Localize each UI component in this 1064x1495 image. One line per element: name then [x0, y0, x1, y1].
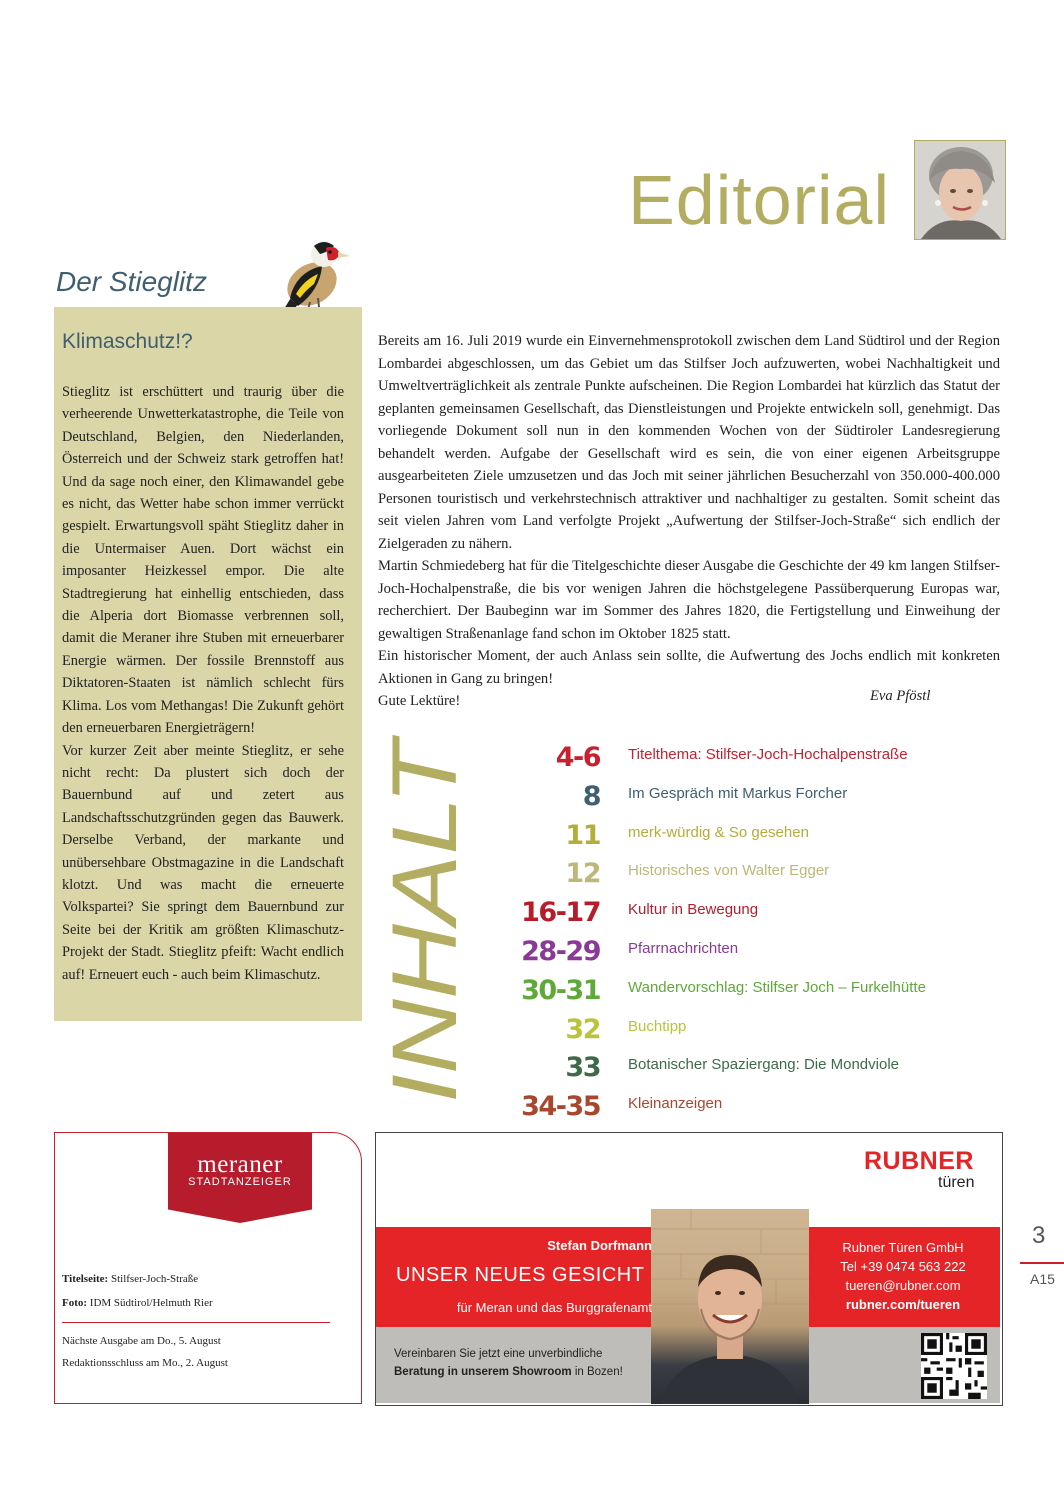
inhalt-label — [374, 740, 476, 1105]
toc-entry[interactable] — [490, 1089, 1010, 1128]
toc-entry[interactable] — [490, 1012, 1010, 1051]
ad-website[interactable]: rubner.com/tueren — [845, 1297, 961, 1312]
toc-pages: 32 — [565, 1013, 600, 1045]
ad-company: Rubner Türen GmbH — [842, 1240, 964, 1255]
toc-title: Kleinanzeigen — [628, 1095, 723, 1113]
toc-title: Botanischer Spaziergang: Die Mondviole — [628, 1056, 899, 1074]
ad-headline: UNSER NEUES GESICHT — [396, 1264, 645, 1286]
impressum-divider — [62, 1322, 330, 1323]
toc-pages: 28-29 — [521, 935, 600, 967]
page-code: A15 — [1030, 1271, 1055, 1287]
toc-pages: 34-35 — [521, 1091, 600, 1123]
toc-pages: 4-6 — [555, 742, 600, 773]
photo-credit — [62, 1297, 213, 1309]
rubner-logo: RUBNER — [864, 1147, 974, 1175]
page-number-rule — [1020, 1262, 1064, 1264]
ad-cta-line2 — [394, 1366, 623, 1378]
toc-title: Historisches von Walter Egger — [628, 862, 830, 880]
toc-entry[interactable] — [490, 973, 1010, 1012]
toc-pages: 30-31 — [521, 974, 600, 1006]
author-portrait — [914, 140, 1006, 240]
meraner-logo-subtitle: STADTANZEIGER — [188, 1176, 292, 1188]
toc-entry[interactable] — [490, 779, 1010, 818]
person-photo — [651, 1209, 809, 1404]
toc-pages: 16-17 — [521, 897, 600, 929]
toc-pages: 33 — [565, 1052, 600, 1084]
cover-label: Titelseite: — [62, 1273, 109, 1285]
editorial-paragraph: Ein historischer Moment, der auch Anlass sein sollte, die Aufwertung des Jochs endlich mit konkreten Aktionen in Gang zu bringen! — [378, 648, 1000, 687]
toc-entry[interactable] — [490, 818, 1010, 857]
editorial-body — [378, 330, 1000, 713]
ad-person-name: Stefan Dorfmann — [547, 1238, 652, 1253]
stieglitz-text: Stieglitz ist erschüttert und traurig über die verheerende Unwetterkatastrophe, die Teile von Deutschland, Belgien, den Niederlanden, Österreich und der Schweiz stark getroffen hat! Und da sage noch einer, den Klimawandel gebe es nicht, das Wetter habe schon immer verrückt gespielt. Erwartungsvoll späht Stieglitz daher in die Untermaiser Auen. Dort wächst ein imposanter Heizkessel empor. Die alte Stadtregierung hat einhellig entschieden, dass die Alperia dort Biomasse verbrennen soll, damit die Meraner ihre Stuben mit erneuerbarer Energie wärmen. Der fossile Brennstoff aus Diktatoren-Staaten ist nämlich schlecht fürs Klima. Los vom Methangas! Die Zukunft gehört den erneuerbaren Energieträgern! Vor kurzer Zeit aber meinte Stieglitz, er sehe nicht recht: Da plustert sich doch der Bauernbund auf und zetert aus Landschaftsschutzgründen gegen das Bauwerk. Derselbe Verband, der markante und unübersehbare Obstmagazine in die Landschaft klotzt. Und was macht die erneuerte Volkspartei? Sie springt dem Bauernbund zur Seite bei der Kritik am größten Klimaschutz-Projekt der Stadt. Stieglitz pfeift: Wacht endlich auf! Erneuert euch - auch beim Klimaschutz. — [62, 384, 344, 983]
toc-title: Kultur in Bewegung — [628, 901, 759, 919]
ad-phone[interactable]: Tel +39 0474 563 222 — [840, 1259, 966, 1274]
deadline: Redaktionsschluss am Mo., 2. August — [62, 1357, 228, 1369]
toc-entry[interactable] — [490, 856, 1010, 895]
editorial-paragraph: Bereits am 16. Juli 2019 wurde ein Einvernehmensprotokoll zwischen dem Land Südtirol und der Region Lombardei abgeschlossen, um das Gebiet um das Stilfser Joch aufzuwerten, wobei Nachhaltigkeit und Umweltverträglichkeit als zentrale Punkte aufscheinen. Die Region Lombardei hat kürzlich das Statut der geplanten gemeinsamen Gesellschaft, das Dienstleistungen und Projekte entwickeln soll, genehmigt. Das vorliegende Dokument soll nun in den kommenden Wochen von der Südtiroler Landesregierung behandelt werden. Aufgabe der Gesellschaft wird es sein, die von einer eigenen Arbeitsgruppe ausgearbeiteten Ziele umzusetzen und das Joch mit seiner jährlichen Besucherzahl von 350.000-400.000 Personen touristisch und verkehrstechnisch attraktiver und nachhaltiger zu gestalten. Somit scheint das seit vielen Jahren vom Land verfolgte Projekt „Aufwertung der Stilfser-Joch-Straße“ sich endlich der Zielgeraden zu nähern. — [378, 333, 1000, 552]
toc-entry[interactable] — [490, 1050, 1010, 1089]
toc-entry[interactable] — [490, 895, 1010, 934]
ad-cta-rest: in Bozen! — [571, 1366, 623, 1378]
editorial-paragraph: Martin Schmiedeberg hat für die Titelgeschichte dieser Ausgabe die Geschichte der 49 km langen Stilfser-Joch-Hochalpenstraße, die bis vor wenigen Jahren die höchstgelegene Passüberquerung Europas war, recherchiert. Der Baubeginn war im Sommer des Jahres 1820, die Fertigstellung und Einweihung der gewaltigen Straßenanlage fand schon im Oktober 1825 statt. — [378, 558, 1000, 642]
ad-email[interactable]: tueren@rubner.com — [845, 1278, 961, 1293]
stieglitz-heading: Der Stieglitz — [56, 266, 207, 297]
rubner-logo-sub: türen — [938, 1174, 975, 1191]
ad-cta-bold: Beratung in unserem Showroom — [394, 1366, 572, 1378]
photo-value: IDM Südtirol/Helmuth Rier — [89, 1297, 213, 1309]
toc-title: Buchtipp — [628, 1017, 687, 1035]
editorial-signature: Eva Pföstl — [870, 688, 931, 704]
ad-region: für Meran und das Burggrafenamt — [456, 1300, 652, 1315]
meraner-logo-title: meraner — [197, 1151, 283, 1178]
qr-code-icon[interactable] — [920, 1333, 988, 1399]
toc-entry[interactable] — [490, 934, 1010, 973]
page-number: 3 — [1032, 1222, 1046, 1249]
toc-title: merk-würdig & So gesehen — [628, 823, 809, 841]
inhalt-label-text: INHALT — [374, 782, 476, 1103]
stieglitz-subheading: Klimaschutz!? — [62, 330, 193, 353]
toc-title: Wandervorschlag: Stilfser Joch – Furkelhütte — [628, 978, 926, 996]
cover-credit — [62, 1273, 198, 1285]
editorial-paragraph: Gute Lektüre! — [378, 693, 461, 709]
toc-pages: 8 — [582, 780, 600, 812]
toc-title: Titelthema: Stilfser-Joch-Hochalpenstraße — [628, 746, 908, 763]
cover-value: Stilfser-Joch-Straße — [110, 1273, 199, 1285]
toc-title: Im Gespräch mit Markus Forcher — [628, 784, 848, 802]
next-issue: Nächste Ausgabe am Do., 5. August — [62, 1335, 221, 1347]
toc-entry[interactable] — [490, 740, 1010, 779]
ad-cta-line1: Vereinbaren Sie jetzt eine unverbindliche — [394, 1348, 603, 1360]
toc-title: Pfarrnachrichten — [628, 939, 739, 957]
table-of-contents — [490, 740, 1010, 1128]
editorial-title: Editorial — [628, 161, 890, 239]
photo-label: Foto: — [62, 1297, 88, 1309]
toc-pages: 11 — [565, 819, 600, 851]
toc-pages: 12 — [565, 858, 600, 890]
